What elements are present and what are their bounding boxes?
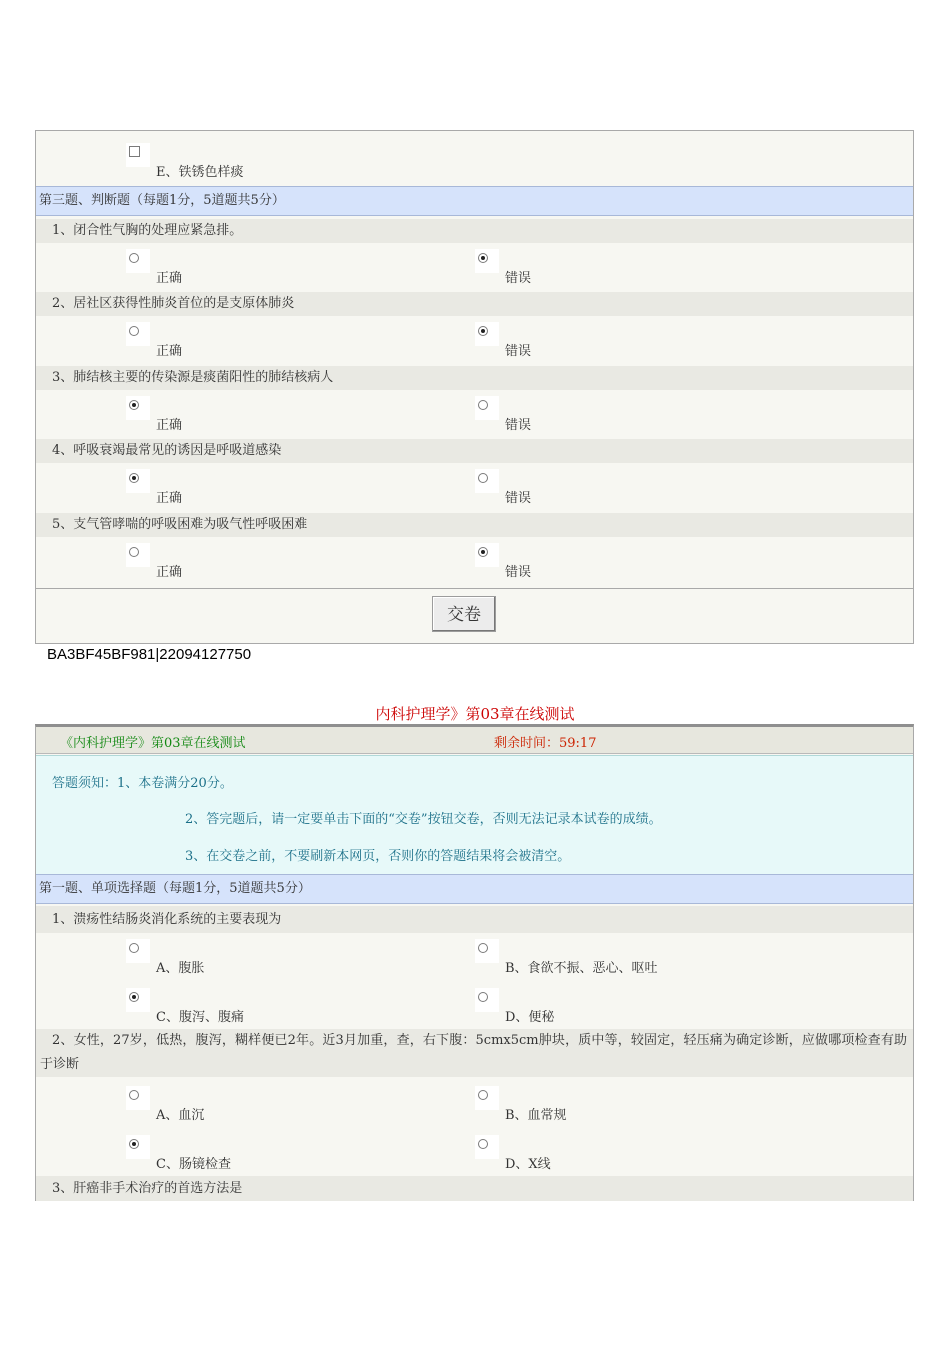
radio-button-selected[interactable] bbox=[478, 547, 488, 557]
option-label: 错误 bbox=[505, 271, 532, 286]
option-label: A、血沉 bbox=[156, 1108, 205, 1123]
radio-button-selected[interactable] bbox=[129, 1139, 139, 1149]
radio-button[interactable] bbox=[478, 1139, 488, 1149]
radio-button-selected[interactable] bbox=[478, 253, 488, 263]
radio-button[interactable] bbox=[478, 400, 488, 410]
option-label: 错误 bbox=[505, 417, 532, 433]
quiz-panel-top bbox=[35, 130, 914, 644]
option-label: 错误 bbox=[505, 491, 532, 507]
tf-question-3: 3、肺结核主要的传染源是痰菌阳性的肺结核病人 bbox=[36, 366, 913, 390]
option-e-label: E、铁锈色样痰 bbox=[156, 165, 244, 180]
tf-question-2: 2、居社区获得性肺炎首位的是支原体肺炎 bbox=[36, 292, 913, 316]
option-label: D、X线 bbox=[505, 1157, 551, 1172]
radio-button[interactable] bbox=[129, 943, 139, 953]
quiz-panel-bottom bbox=[35, 724, 914, 1201]
checkbox-e[interactable] bbox=[129, 146, 140, 157]
notice-line-2: 2、答完题后，请一定要单击下面的“交卷”按钮交卷，否则无法记录本试卷的成绩。 bbox=[185, 812, 662, 827]
remaining-time: 剩余时间：59:17 bbox=[494, 736, 597, 751]
radio-button-selected[interactable] bbox=[129, 992, 139, 1002]
radio-button-selected[interactable] bbox=[129, 400, 139, 410]
submit-button[interactable]: 交卷 bbox=[432, 596, 496, 632]
option-label: C、腹泻、腹痛 bbox=[156, 1010, 244, 1025]
option-label: A、腹胀 bbox=[156, 961, 205, 976]
quiz-title: 《内科护理学》第03章在线测试 bbox=[60, 736, 246, 751]
option-label: 错误 bbox=[505, 344, 532, 360]
tf-question-5: 5、支气管哮喘的呼吸困难为吸气性呼吸困难 bbox=[36, 513, 913, 537]
notice-box bbox=[36, 755, 913, 875]
divider bbox=[36, 588, 913, 589]
section-1-title: 第一题、单项选择题（每题1分，5道题共5分） bbox=[36, 874, 913, 904]
option-label: D、便秘 bbox=[505, 1010, 555, 1025]
quiz-header bbox=[36, 727, 913, 754]
radio-button[interactable] bbox=[478, 943, 488, 953]
radio-button[interactable] bbox=[129, 253, 139, 263]
question-3: 3、肝癌非手术治疗的首选方法是 bbox=[36, 1176, 913, 1201]
option-label: C、肠镜检查 bbox=[156, 1157, 231, 1172]
document-title: 内科护理学》第03章在线测试 bbox=[375, 705, 575, 723]
option-label: 错误 bbox=[505, 564, 532, 580]
notice-line-1: 答题须知：1、本卷满分20分。 bbox=[52, 776, 233, 791]
question-1: 1、溃疡性结肠炎消化系统的主要表现为 bbox=[36, 906, 913, 933]
tf-question-1: 1、闭合性气胸的处理应紧急排。 bbox=[36, 219, 913, 243]
option-label: 正确 bbox=[156, 564, 183, 580]
document-code: BA3BF45BF981|22094127750 bbox=[47, 646, 252, 663]
radio-button[interactable] bbox=[478, 992, 488, 1002]
section-3-title: 第三题、判断题（每题1分，5道题共5分） bbox=[36, 186, 913, 216]
tf-question-4: 4、呼吸衰竭最常见的诱因是呼吸道感染 bbox=[36, 439, 913, 463]
notice-line-3: 3、在交卷之前，不要刷新本网页，否则你的答题结果将会被清空。 bbox=[185, 849, 571, 864]
question-2: 2、女性，27岁，低热，腹泻，糊样便已2年。近3月加重，查，右下腹：5cmx5cm肿块，质中等，较固定，轻压痛为确定诊断，应做哪项检查有助于诊断 bbox=[36, 1029, 913, 1077]
option-label: B、血常规 bbox=[505, 1108, 567, 1123]
option-label: 正确 bbox=[156, 344, 183, 360]
option-label: 正确 bbox=[156, 271, 183, 286]
option-label: B、食欲不振、恶心、呕吐 bbox=[505, 961, 658, 976]
option-label: 正确 bbox=[156, 491, 183, 507]
radio-button[interactable] bbox=[129, 547, 139, 557]
radio-button[interactable] bbox=[129, 1090, 139, 1100]
option-label: 正确 bbox=[156, 417, 183, 433]
radio-button[interactable] bbox=[478, 1090, 488, 1100]
